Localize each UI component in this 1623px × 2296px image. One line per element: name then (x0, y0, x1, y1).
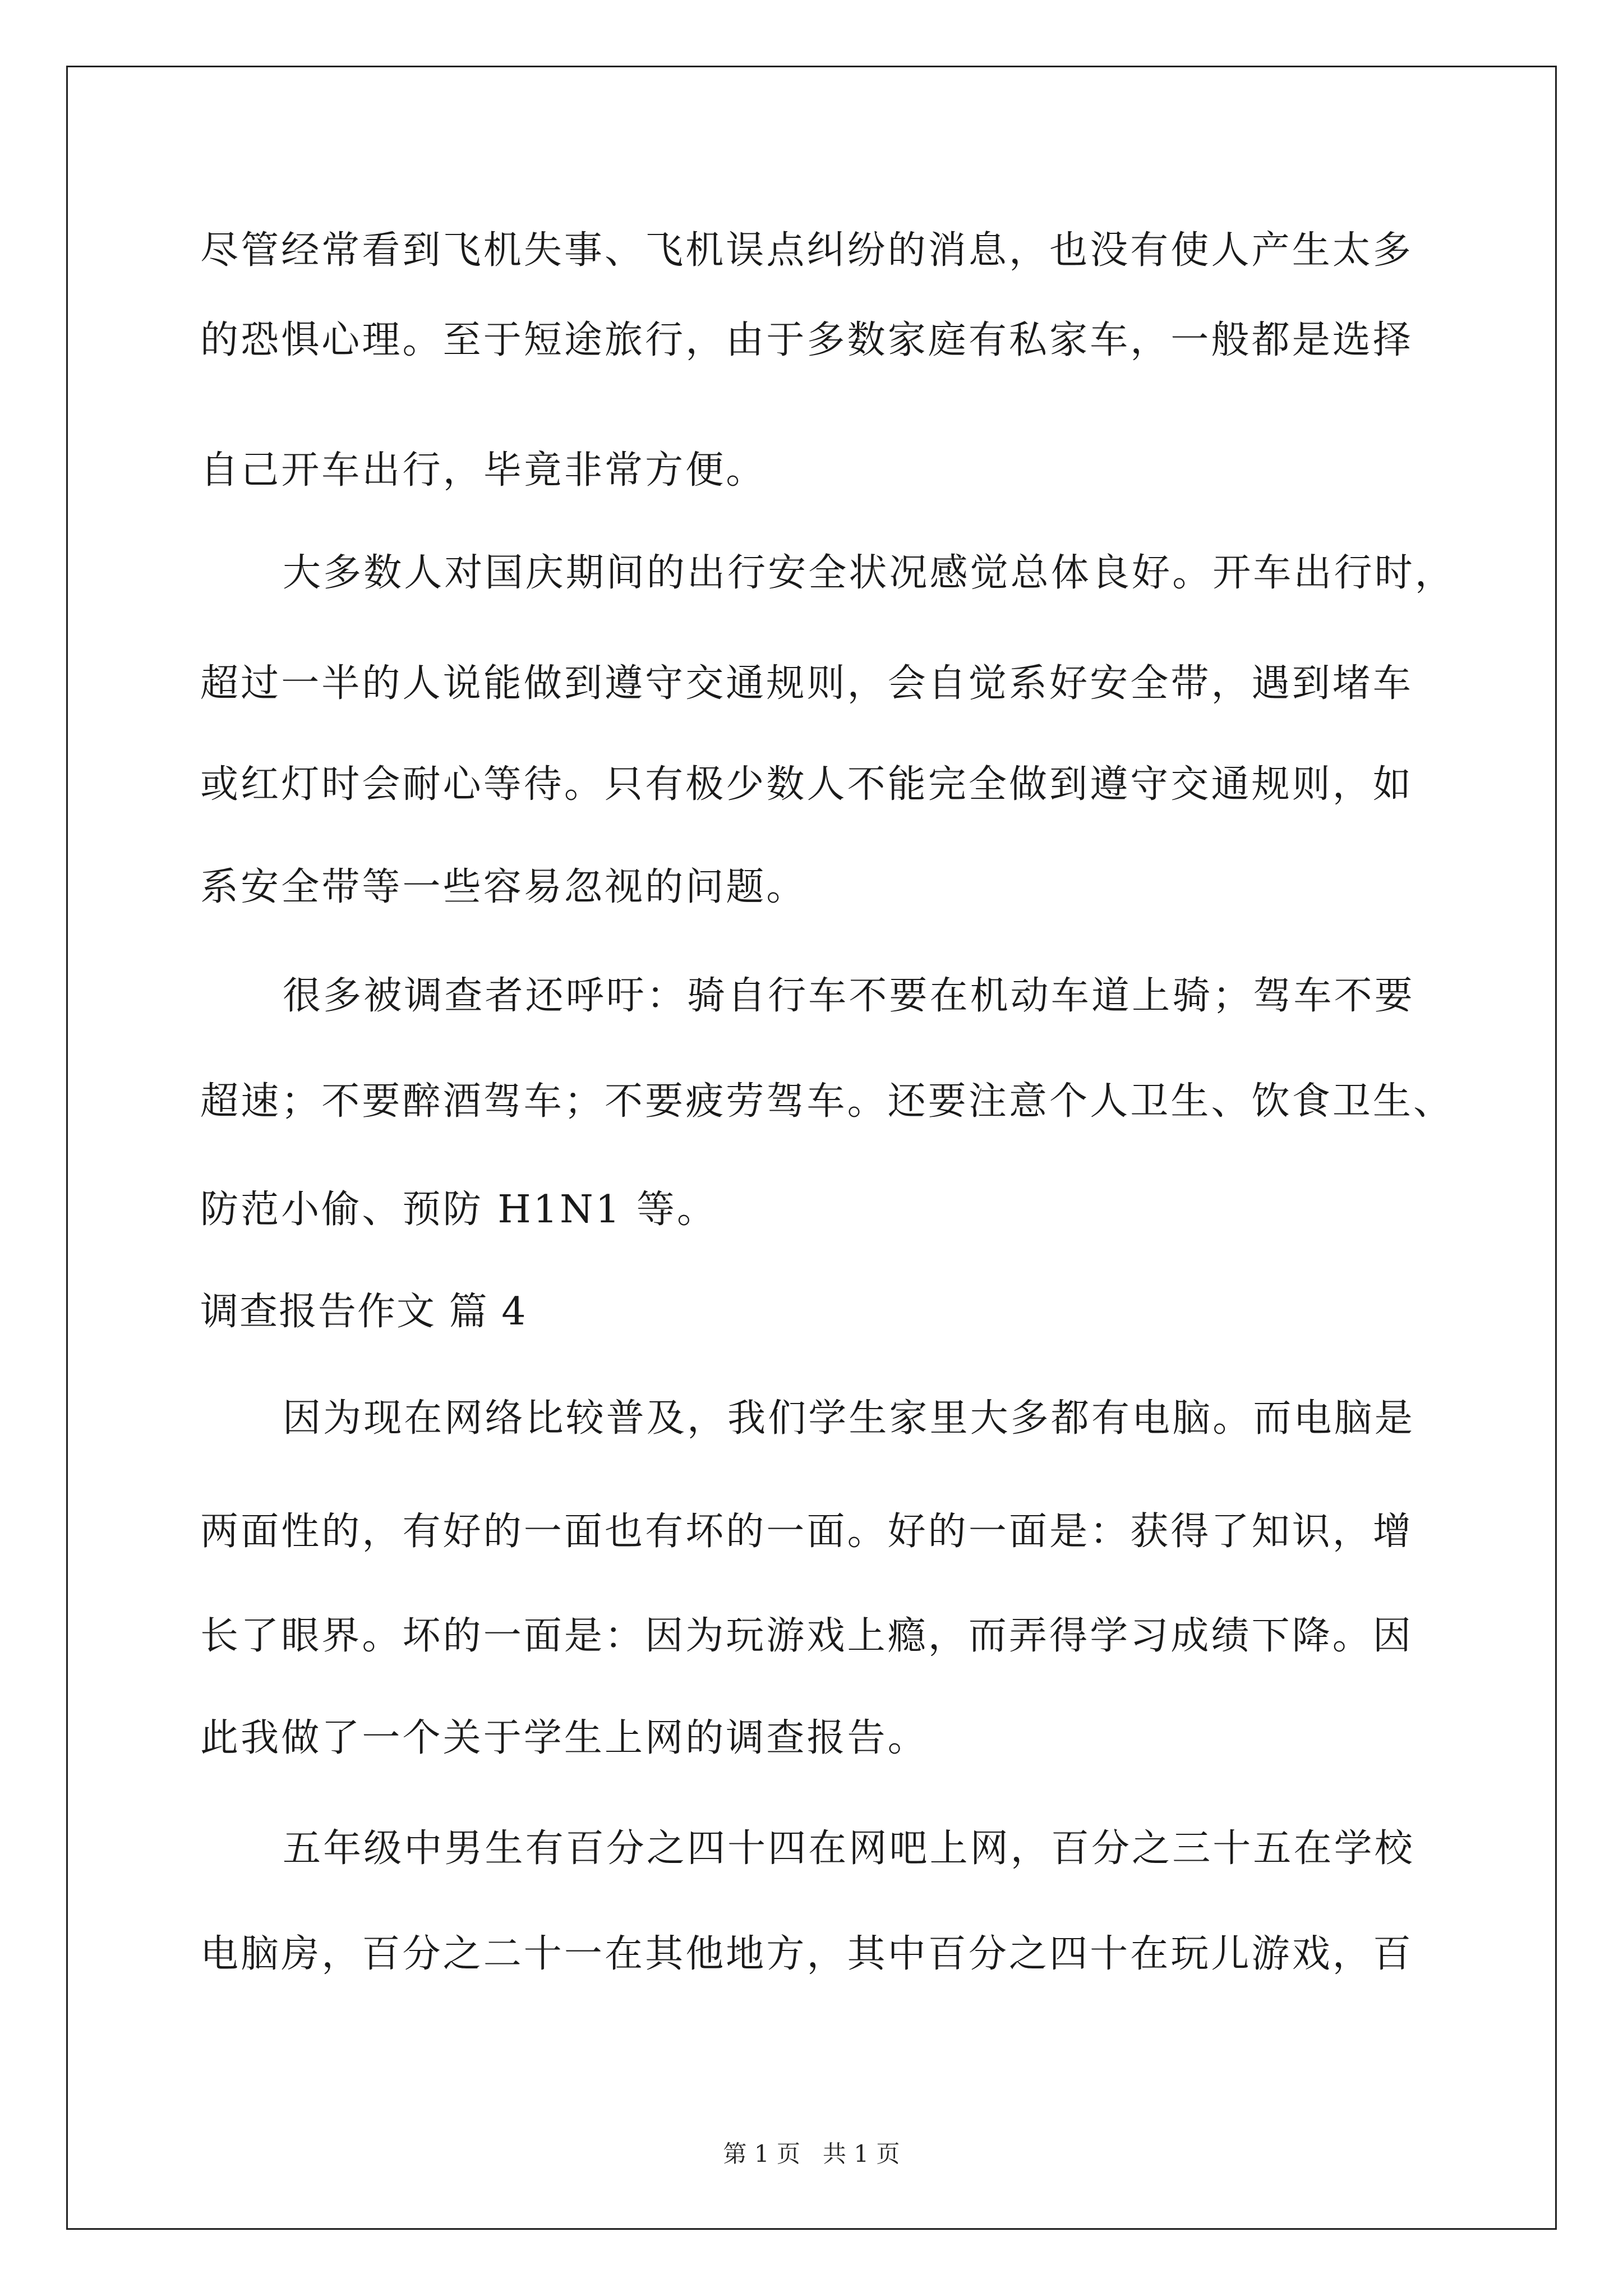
body-text-line: 因为现在网络比较普及，我们学生家里大多都有电脑。而电脑是 (283, 1396, 1415, 1441)
body-text-line: 超过一半的人说能做到遵守交通规则，会自觉系好安全带，遇到堵车 (200, 661, 1414, 706)
body-text-line: 两面性的，有好的一面也有坏的一面。好的一面是：获得了知识，增 (200, 1510, 1414, 1554)
body-text-line: 或红灯时会耐心等待。只有极少数人不能完全做到遵守交通规则，如 (200, 762, 1414, 807)
body-text-line: 长了眼界。坏的一面是：因为玩游戏上瘾，而弄得学习成绩下降。因 (200, 1614, 1414, 1658)
body-text-line: 大多数人对国庆期间的出行安全状况感觉总体良好。开车出行时， (283, 551, 1455, 595)
body-text-line: 电脑房，百分之二十一在其他地方，其中百分之四十在玩儿游戏，百 (200, 1932, 1414, 1976)
body-text-line: 尽管经常看到飞机失事、飞机误点纠纷的消息，也没有使人产生太多 (200, 228, 1414, 273)
body-text-line: 的恐惧心理。至于短途旅行，由于多数家庭有私家车，一般都是选择 (200, 318, 1414, 362)
body-text-line: 自己开车出行，毕竟非常方便。 (200, 448, 767, 493)
body-text-line: 五年级中男生有百分之四十四在网吧上网，百分之三十五在学校 (283, 1826, 1415, 1871)
section-heading: 调查报告作文 篇 4 (200, 1290, 527, 1334)
body-text-line: 此我做了一个关于学生上网的调查报告。 (200, 1716, 928, 1760)
body-text-line: 防范小偷、预防 H1N1 等。 (200, 1188, 718, 1232)
body-text-line: 很多被调查者还呼吁：骑自行车不要在机动车道上骑；驾车不要 (283, 974, 1415, 1018)
page-border (66, 66, 1557, 2230)
body-text-line: 超速；不要醉酒驾车；不要疲劳驾车。还要注意个人卫生、饮食卫生、 (200, 1079, 1454, 1124)
page-number-footer: 第 1 页 共 1 页 (723, 2140, 900, 2168)
body-text-line: 系安全带等一些容易忽视的问题。 (200, 865, 807, 909)
